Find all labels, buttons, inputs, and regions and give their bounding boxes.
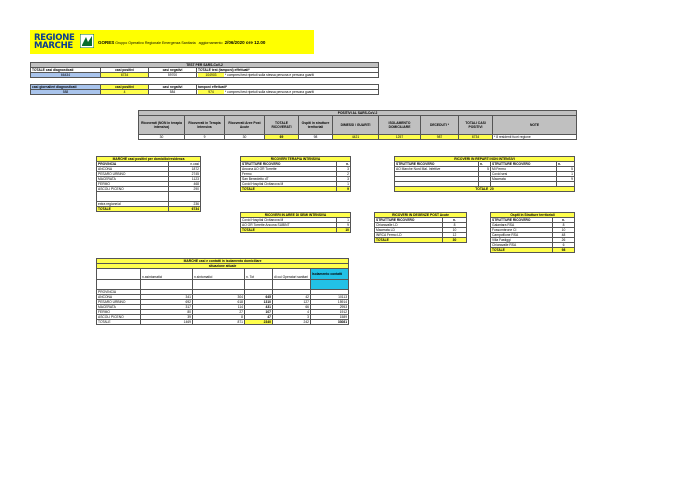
ospiti-row-2: Campofilone RSA — [491, 233, 553, 238]
daily-header-3: tamponi effettuati* — [197, 85, 379, 90]
postacute-row-1: Macerata LD — [375, 228, 443, 233]
nonint-total-label: TOTALE — [475, 187, 489, 191]
contatti-row-2-sint: 114 — [193, 305, 245, 310]
province-value-4: 290 — [169, 187, 201, 192]
province-value-3: 468 — [169, 182, 201, 187]
contatti-row-3-op: 4 — [273, 310, 311, 315]
nonint-total — [395, 187, 575, 192]
region-logo — [34, 34, 75, 50]
positivi-header-3: TOTALE RICOVERATI — [265, 116, 299, 135]
contatti-row-4-sint: 8 — [193, 315, 245, 320]
contatti-row-1-sint: 618 — [193, 300, 245, 305]
org-fullname: Gruppo Operativo Regionale Emergenza Sanitaria — [115, 41, 196, 45]
semi-value-1: 9 — [337, 223, 351, 228]
semi-table — [240, 212, 351, 233]
positivi-value-5: 4421 — [333, 135, 379, 140]
ti-row-2: San Benedetto dT — [241, 177, 337, 182]
ti-value-0: 3 — [337, 167, 351, 172]
nonint-col2: n. — [479, 162, 491, 167]
nonint-col3: STRUTTURE RICOVERO — [491, 162, 557, 167]
contatti-row-2-asint: 317 — [141, 305, 193, 310]
ti-value-1: 2 — [337, 172, 351, 177]
ospiti-col1: STRUTTURE RICOVERO — [491, 218, 553, 223]
ospiti-row-0: Galantara RSA — [491, 223, 553, 228]
contatti-row-0-op: 42 — [273, 295, 311, 300]
nonint-col1: STRUTTURE RICOVERO — [395, 162, 479, 167]
ospiti-value-2: 48 — [553, 233, 575, 238]
test-totals-value-1: 6734 — [101, 73, 149, 78]
semi-row-1: AO OR Torrette Ancona SUBINT — [241, 223, 337, 228]
postacute-total-label: TOTALE — [375, 238, 443, 243]
nonint-right-value-2: 9 — [557, 177, 575, 182]
positivi-header-6: ISOLAMENTO DOMICILIARE — [379, 116, 421, 135]
province-name-0: ANCONA — [97, 167, 169, 172]
contatti-row-3-prov: FERMO — [97, 310, 141, 315]
positivi-header-7: DECEDUTI * — [421, 116, 459, 135]
contatti-row-2-prov: MACERATA — [97, 305, 141, 310]
contatti-row-2-iso: 2953 — [311, 305, 349, 310]
postacute-col1: STRUTTURE RICOVERO — [375, 218, 443, 223]
test-totals-header-3: TOTALE test (tamponi) effettuati* — [197, 68, 379, 73]
nonint-col4: n. — [557, 162, 575, 167]
header-info — [98, 40, 265, 45]
updated-label: aggiornamento — [198, 41, 223, 45]
test-totals-header-0: TOTALE casi diagnosticati — [31, 68, 101, 73]
ospiti-value-4: 6 — [553, 243, 575, 248]
postacute-row-2: INRCA Fermo LD — [375, 233, 443, 238]
postacute-value-1: 10 — [443, 228, 467, 233]
province-extra-label: extra regione/al — [97, 202, 169, 207]
ospiti-row-4: Chiaravalle RSA — [491, 243, 553, 248]
contatti-row-0-iso: 10113 — [311, 295, 349, 300]
contatti-total-sint: 871 — [193, 320, 245, 325]
daily-header-2: casi negativi — [149, 85, 197, 90]
ospiti-col2: n. — [553, 218, 575, 223]
contatti-total-asint: 1469 — [141, 320, 193, 325]
ti-row-1: Fermo — [241, 172, 337, 177]
province-value-0: 1872 — [169, 167, 201, 172]
ti-row-3: Covid Hospital Civitanova M — [241, 182, 337, 187]
contatti-header-1: n.asintomatici — [141, 269, 193, 280]
province-value-1: 2745 — [169, 172, 201, 177]
contatti-row-0-asint: 341 — [141, 295, 193, 300]
positivi-table — [138, 110, 577, 140]
contatti-row-0-tot: 645 — [245, 295, 273, 300]
postacute-table — [374, 212, 467, 243]
ospiti-value-0: 8 — [553, 223, 575, 228]
nonint-left-0: AO Marche Nord Mal. Infettive — [395, 167, 479, 172]
semi-title: RICOVERI IN AREE DI SEMI INTENSIVA — [241, 213, 351, 218]
postacute-col2: n. — [443, 218, 467, 223]
updated-value: 2/06/2020 ore 12.00 — [224, 40, 266, 45]
nonint-total-value: 20 — [490, 187, 494, 191]
org-name: GORES — [98, 40, 115, 45]
region-emblem-icon — [80, 34, 94, 48]
province-title: MARCHE casi positivi per domicilio/residenza — [97, 157, 201, 162]
contatti-header-5: Isolamento contatti — [311, 269, 349, 280]
contatti-row-2-tot: 431 — [245, 305, 273, 310]
nonint-right-2: Macerata — [491, 177, 557, 182]
province-name-2: MACERATA — [97, 177, 169, 182]
positivi-header-5: DIMESSI / GUARITI — [333, 116, 379, 135]
postacute-total-value: 30 — [443, 238, 467, 243]
ti-value-2: 3 — [337, 177, 351, 182]
daily-test-table — [30, 84, 379, 95]
test-totals-note: * compresi test ripetuti sulla stessa persona e persona guariti — [224, 73, 314, 77]
province-total-value: 6734 — [169, 207, 201, 212]
test-totals-value-2: 59700 — [149, 73, 197, 78]
semi-value-0: 1 — [337, 218, 351, 223]
province-col1: PROVINCIA — [97, 162, 169, 167]
ospiti-value-1: 10 — [553, 228, 575, 233]
ospiti-row-3: Villa Fastiggi — [491, 238, 553, 243]
ospiti-title: Ospiti in Strutture territoriali — [491, 213, 575, 218]
ospiti-table — [490, 212, 575, 253]
positivi-value-1: 9 — [185, 135, 225, 140]
daily-value-2: 584 — [149, 90, 197, 95]
contatti-total-label: TOTALE — [97, 320, 141, 325]
postacute-title: RICOVERI IN DEGENZE POST Acute — [375, 213, 467, 218]
ospiti-total-label: TOTALE — [491, 248, 553, 253]
contatti-row-4-asint: 39 — [141, 315, 193, 320]
nonint-right-value-1: 1 — [557, 172, 575, 177]
daily-header-1: casi positivi — [101, 85, 149, 90]
contatti-row-4-op: 3 — [273, 315, 311, 320]
daily-cell-3 — [197, 90, 379, 95]
ti-total-label: TOTALE — [241, 187, 337, 192]
contatti-total-op: 242 — [273, 320, 311, 325]
contatti-row-3-sint: 27 — [193, 310, 245, 315]
contatti-row-1-iso: 15914 — [311, 300, 349, 305]
contatti-row-3-tot: 107 — [245, 310, 273, 315]
ospiti-total-value: 98 — [553, 248, 575, 253]
contatti-row-2-op: 66 — [273, 305, 311, 310]
province-total-label: TOTALE — [97, 207, 169, 212]
postacute-value-2: 12 — [443, 233, 467, 238]
ti-row-0: Ancona AO OR Torrette — [241, 167, 337, 172]
province-name-4: ASCOLI PICENO — [97, 187, 169, 192]
test-totals-value-3: 104903 — [198, 73, 224, 77]
contatti-row-4-prov: ASCOLI PICENO — [97, 315, 141, 320]
province-table — [96, 156, 201, 212]
province-value-2: 1123 — [169, 177, 201, 182]
ospiti-value-3: 26 — [553, 238, 575, 243]
contatti-title: MARCHE casi e contatti in isolamento domiciliare — [97, 259, 349, 264]
nonint-right-value-0: 5 — [557, 167, 575, 172]
daily-note: * compresi test ripetuti sulla stessa persona e persona guariti — [224, 90, 314, 94]
contatti-row-1-op: 127 — [273, 300, 311, 305]
nonint-left-value-0: 5 — [479, 167, 491, 172]
positivi-value-7: 987 — [421, 135, 459, 140]
nonint-right-0: Mi Fermo — [491, 167, 557, 172]
test-totals-cell-3 — [197, 73, 379, 78]
semi-total-value: 10 — [337, 228, 351, 233]
positivi-value-3: 69 — [265, 135, 299, 140]
daily-value-3: 974 — [198, 90, 224, 94]
positivi-value-0: 30 — [139, 135, 185, 140]
ti-col1: STRUTTURE RICOVERO — [241, 162, 337, 167]
test-totals-value-0: 66434 — [31, 73, 101, 78]
positivi-header-2: Ricoverati Aree Post Acute — [225, 116, 265, 135]
semi-total-label: TOTALE — [241, 228, 337, 233]
test-totals-header-1: casi positivi — [101, 68, 149, 73]
nonint-title: RICOVERI IN REPARTI NON INTENSIVI — [395, 157, 575, 162]
daily-header-0: casi giornalieri diagnosticati — [31, 85, 101, 90]
nonint-right-1: Covid sesi — [491, 172, 557, 177]
province-col2: n.casi — [169, 162, 201, 167]
contatti-row-3-iso: 1912 — [311, 310, 349, 315]
ti-total-value: 9 — [337, 187, 351, 192]
daily-value-1: 4 — [101, 90, 149, 95]
positivi-header-1: Ricoverati in Terapia Intensiva — [185, 116, 225, 135]
positivi-value-4: 98 — [299, 135, 333, 140]
positivi-value-9: * 8 residenti fuori regione — [493, 135, 577, 140]
logo-line2: MARCHE — [34, 41, 73, 51]
contatti-row-3-asint: 80 — [141, 310, 193, 315]
contatti-header-3: n. Tot — [245, 269, 273, 280]
logo-line1: REGIONE — [34, 33, 75, 43]
contatti-total-iso: 33081 — [311, 320, 349, 325]
ospiti-row-1: Fossombrone CI — [491, 228, 553, 233]
ti-table — [240, 156, 351, 192]
contatti-provincia-header: PROVINCIA — [97, 290, 141, 295]
province-name-3: FERMO — [97, 182, 169, 187]
positivi-header-0: Ricoverati (NON in terapia intensiva) — [139, 116, 185, 135]
positivi-value-6: 1257 — [379, 135, 421, 140]
positivi-header-8: TOTALI CASI POSITIVI — [459, 116, 493, 135]
ti-title: RICOVERI TERAPIA INTENSIVA — [241, 157, 351, 162]
contatti-header-0 — [97, 269, 141, 280]
contatti-table — [96, 258, 349, 325]
contatti-header-4: di cui Operatori sanitari — [273, 269, 311, 280]
province-name-1: PESARO URBINO — [97, 172, 169, 177]
positivi-header-9: NOTE — [493, 116, 577, 135]
postacute-row-0: Chiaravalle LD — [375, 223, 443, 228]
nonint-table — [394, 156, 575, 192]
positivi-value-8: 6734 — [459, 135, 493, 140]
contatti-subtitle: situazione attuale — [97, 264, 349, 269]
contatti-row-1-asint: 692 — [141, 300, 193, 305]
test-table — [30, 62, 379, 78]
contatti-row-1-tot: 1310 — [245, 300, 273, 305]
daily-value-0: 588 — [31, 90, 101, 95]
ti-value-3: 1 — [337, 182, 351, 187]
province-extra-value: 236 — [169, 202, 201, 207]
test-totals-header-2: casi negativi — [149, 68, 197, 73]
contatti-total-tot: 2340 — [245, 320, 273, 325]
semi-row-0: Covid Hospital Civitanova M — [241, 218, 337, 223]
positivi-title: POSITIVI AL SARS-CoV-2 — [139, 111, 577, 116]
postacute-value-0: 8 — [443, 223, 467, 228]
contatti-row-1-prov: PESARO URBINO — [97, 300, 141, 305]
ti-col2: n. — [337, 162, 351, 167]
positivi-header-4: Ospiti in strutture territoriali — [299, 116, 333, 135]
contatti-row-4-tot: 47 — [245, 315, 273, 320]
positivi-value-2: 30 — [225, 135, 265, 140]
contatti-header-2: n.sintomatici — [193, 269, 245, 280]
test-title: TEST PER SARS-CoV-2 — [31, 63, 379, 68]
contatti-row-0-sint: 304 — [193, 295, 245, 300]
contatti-row-0-prov: ANCONA — [97, 295, 141, 300]
contatti-row-4-iso: 1589 — [311, 315, 349, 320]
